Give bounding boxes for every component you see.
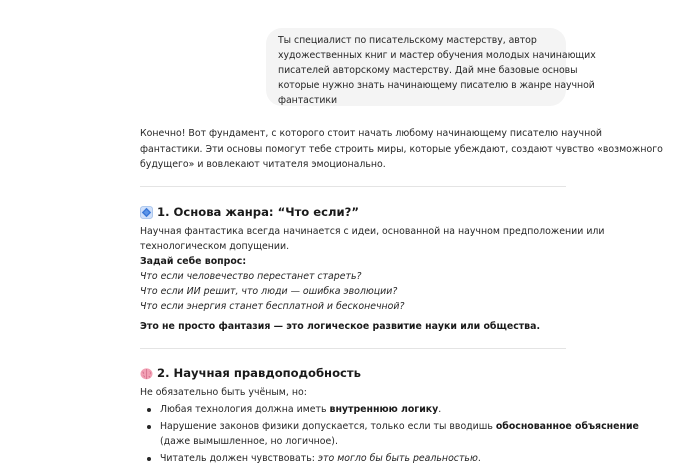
section-2-heading	[140, 366, 361, 380]
user-message-line: Ты специалист по писательскому мастерству, автор	[278, 35, 537, 46]
intro-line: фантастики. Эти основы помогут тебе строить миры, которые убеждают, создают чувство «возможного	[140, 143, 663, 155]
section-2-bullet-list	[140, 402, 639, 466]
section-1-body-line: технологическом допущении.	[140, 241, 290, 252]
bullet-text: Читатель должен чувствовать:	[160, 452, 318, 464]
bullet-text: .	[438, 404, 442, 415]
section-1-body	[140, 224, 605, 314]
user-message-line: художественных книг и мастер обучения молодых начинающих	[278, 50, 596, 61]
intro-paragraph	[140, 126, 663, 173]
brain-emoji-icon	[140, 367, 153, 380]
blue-diamond-emoji-icon	[140, 206, 153, 219]
section-2-lead: Не обязательно быть учёным, но:	[140, 387, 307, 398]
bullet-text: (даже вымышленное, но логичное).	[160, 436, 338, 447]
question-item: Что если ИИ решит, что люди — ошибка эволюции?	[140, 286, 398, 297]
section-1-body-line: Научная фантастика всегда начинается с идеи, основанной на научном предположении или	[140, 226, 605, 237]
user-message-line: писателей авторскому мастерству. Дай мне базовые основы	[278, 65, 578, 76]
section-divider	[140, 186, 566, 187]
user-message-bubble	[266, 28, 596, 106]
section-2-body	[140, 385, 639, 466]
bullet-bold-text: обоснованное объяснение	[495, 420, 639, 432]
user-message-line: которые нужно знать начинающему писателю в жанре научной	[278, 80, 595, 91]
list-item	[140, 419, 639, 450]
assistant-intro	[140, 126, 663, 173]
bullet-italic-text: это могло бы быть реальностью	[317, 452, 478, 464]
ask-yourself-label: Задай себе вопрос:	[140, 256, 247, 267]
section-1-title: 1. Основа жанра: “Что если?”	[157, 205, 359, 219]
user-message-line: фантастики	[278, 95, 338, 106]
list-item	[140, 402, 570, 418]
bullet-bold-text: внутреннюю логику	[329, 404, 439, 415]
list-item	[140, 451, 570, 467]
section-1-conclusion: Это не просто фантазия — это логическое развитие науки или общества.	[140, 321, 541, 332]
question-item: Что если человечество перестанет стареть?	[140, 271, 362, 282]
section-1-conclusion-block	[140, 319, 570, 334]
section-2-title: 2. Научная правдоподобность	[157, 366, 361, 380]
question-item: Что если энергия станет бесплатной и бесконечной?	[140, 301, 405, 312]
intro-line: будущего» и вовлекают читателя эмоционально.	[140, 159, 386, 170]
section-1-heading	[140, 205, 359, 219]
bullet-text: Нарушение законов физики допускается, только если ты вводишь	[160, 420, 496, 432]
bullet-text: .	[477, 452, 481, 464]
bullet-text: Любая технология должна иметь	[160, 404, 330, 415]
intro-line: Конечно! Вот фундамент, с которого стоит начать любому начинающему писателю научной	[140, 128, 603, 139]
section-divider	[140, 348, 566, 349]
